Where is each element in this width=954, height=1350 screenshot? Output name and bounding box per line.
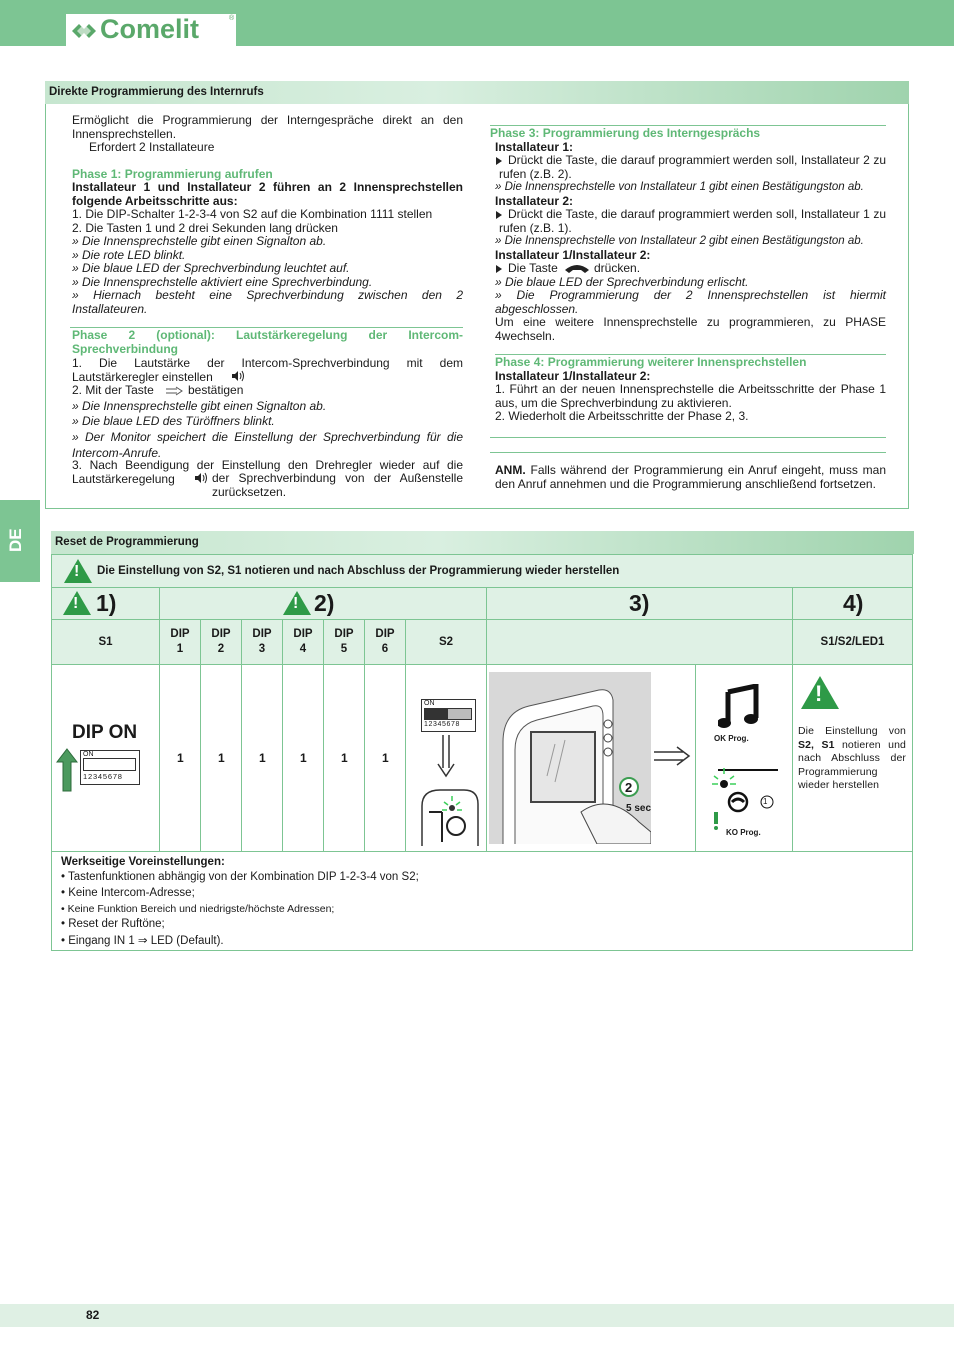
note-text: Falls während der Programmierung ein Anruf eingeht, muss man den Anruf annehmen und die Programmierung anschließend fortsetzen. <box>495 463 887 491</box>
dip-on-label: DIP ON <box>72 722 138 743</box>
arrow-up-icon <box>56 748 78 792</box>
header-dip: DIP 5 <box>323 619 365 665</box>
phase3-title: Phase 3: Programmierung des Interngesprächs <box>490 126 761 140</box>
installer2-step: Drückt die Taste, die darauf programmiert werden soll, Installateur 1 zu rufen (z.B. 1). <box>499 207 886 235</box>
key-arrow-icon <box>165 386 185 396</box>
phase1-step-1: 1. Die DIP-Schalter 1-2-3-4 von S2 auf die Kombination 1111 stellen <box>72 207 433 221</box>
volume-icon <box>231 370 245 382</box>
ko-prog-label: KO Prog. <box>726 828 761 837</box>
phase1-step-2: 2. Die Tasten 1 und 2 drei Sekunden lang drücken <box>72 221 338 235</box>
restore-note: Die Einstellung von S2, S1 notieren und nach Abschluss der Programmierung wieder herstellen <box>798 725 906 791</box>
language-tab-label: DE <box>6 528 25 552</box>
phase2-step-2a: 2. Mit der Taste <box>72 383 154 397</box>
phase1-note: » Die rote LED blinkt. <box>72 248 186 262</box>
warning-text: Die Einstellung von S2, S1 notieren und nach Abschluss der Programmierung wieder herstellen <box>97 565 620 577</box>
double-arrow-right-icon <box>653 745 691 767</box>
phone-handset-icon <box>563 262 591 275</box>
phase2-note: » Der Monitor speichert die Einstellung der Sprechverbindung für die Intercom-Anrufe. <box>72 430 463 460</box>
page-number: 82 <box>86 1308 100 1322</box>
phase2-note: » Die blaue LED des Türöffners blinkt. <box>72 414 275 428</box>
footer-bar <box>0 1304 954 1327</box>
divider <box>490 452 886 453</box>
step-number: 1) <box>96 590 117 616</box>
ko-indicator-icon <box>708 762 782 830</box>
phase2-step-2b: bestätigen <box>188 383 244 397</box>
installer12-note: » Die blaue LED der Sprechverbindung erlischt. <box>495 275 749 289</box>
default-item: • Reset der Ruftöne; <box>61 918 165 930</box>
installer12-text: Um eine weitere Innensprechstelle zu programmieren, zu PHASE 4wechseln. <box>495 315 886 343</box>
dip-switch-s1: ON 12345678 <box>80 750 140 785</box>
phase1-note: » Die Innensprechstelle aktiviert eine Sprechverbindung. <box>72 275 373 289</box>
phase4-step-2: 2. Wiederholt die Arbeitsschritte der Phase 2, 3. <box>495 409 749 423</box>
header-s1: S1 <box>51 619 160 665</box>
dip-value: 1 <box>300 751 307 765</box>
arrow-down-icon <box>436 734 456 778</box>
logo-text: Comelit <box>100 14 200 44</box>
monitor-button-detail-icon <box>420 782 482 846</box>
music-note-icon <box>718 684 760 730</box>
installer12-label: Installateur 1/Installateur 2: <box>495 248 651 262</box>
volume-icon <box>194 472 208 484</box>
step-number: 4) <box>843 590 864 616</box>
section-title: Reset de Programmierung <box>51 531 914 554</box>
registered-mark: ® <box>229 15 235 22</box>
installer2-label: Installateur 2: <box>495 194 574 208</box>
phase2-note: » Die Innensprechstelle gibt einen Signalton ab. <box>72 399 327 413</box>
installer12-note: » Die Programmierung der 2 Innensprechstellen ist hiermit abgeschlossen. <box>495 288 886 316</box>
ok-prog-label: OK Prog. <box>714 734 749 743</box>
header-dip: DIP 4 <box>282 619 324 665</box>
hold-duration: 5 sec <box>626 803 652 814</box>
defaults-title: Werkseitige Voreinstellungen: <box>61 856 225 868</box>
header-s1s2led: S1/S2/LED1 <box>792 619 913 665</box>
default-item: • Keine Funktion Bereich und niedrigste/höchste Adressen; <box>61 903 335 915</box>
bullet-arrow-icon <box>495 264 503 274</box>
phase2-step-3a: 3. Nach Beendigung der Einstellung den Drehregler wieder auf die Lautstärkeregelung <box>72 458 463 486</box>
step-number: 2) <box>314 590 335 616</box>
phase2-title: Phase 2 (optional): Lautstärkeregelung der Intercom-Sprechverbindung <box>72 328 463 356</box>
intro-requirement: Erfordert 2 Installateure <box>89 140 215 154</box>
header-dip: DIP 3 <box>241 619 283 665</box>
ko-number: 1 <box>763 797 768 806</box>
header-s2: S2 <box>405 619 487 665</box>
phase4-label: Installateur 1/Installateur 2: <box>495 369 651 383</box>
phase2-step-3b: der Sprechverbindung von der Außenstelle zurücksetzen. <box>212 471 463 499</box>
installer1-step: Drückt die Taste, die darauf programmiert werden soll, Installateur 2 zu rufen (z.B. 2). <box>499 153 886 181</box>
comelit-logo-icon <box>70 20 98 42</box>
dip-value: 1 <box>177 751 184 765</box>
phase2-step-1: 1. Die Lautstärke der Intercom-Sprechverbindung mit dem Lautstärkeregler einstellen <box>72 356 463 384</box>
default-item: • Eingang IN 1 ⇒ LED (Default). <box>61 935 224 947</box>
installer1-label: Installateur 1: <box>495 140 574 154</box>
phase4-title: Phase 4: Programmierung weiterer Innensprechstellen <box>495 355 807 369</box>
monitor-illustration-icon <box>489 672 651 844</box>
default-item: • Tastenfunktionen abhängig von der Kombination DIP 1-2-3-4 von S2; <box>61 871 419 883</box>
installer12-step-b: drücken. <box>594 261 641 275</box>
dip-value: 1 <box>382 751 389 765</box>
language-tab <box>0 500 40 582</box>
installer2-note: » Die Innensprechstelle von Installateur 2 gibt einen Bestätigungston ab. <box>495 235 864 247</box>
phase1-title: Phase 1: Programmierung aufrufen <box>72 167 273 181</box>
phase1-instruction: Installateur 1 und Installateur 2 führen an 2 Innensprechstellen folgende Arbeitsschritte aus: <box>72 180 463 208</box>
phase1-note: » Die Innensprechstelle gibt einen Signalton ab. <box>72 234 327 248</box>
dip-value: 1 <box>259 751 266 765</box>
section-title: Direkte Programmierung des Internrufs <box>45 81 909 104</box>
dip-switch-s2: ON 12345678 <box>421 699 476 732</box>
default-item: • Keine Intercom-Adresse; <box>61 887 195 899</box>
step-badge: 2 <box>625 780 633 795</box>
header-dip: DIP 6 <box>364 619 406 665</box>
step-number: 3) <box>629 590 650 616</box>
phase1-note: » Hiernach besteht eine Sprechverbindung zwischen den 2 Installateuren. <box>72 288 463 316</box>
intro-text: Ermöglicht die Programmierung der Interngespräche direkt an den Innensprechstellen. <box>72 113 463 141</box>
header-empty <box>486 619 793 665</box>
note-paragraph <box>495 464 886 491</box>
phase1-note: » Die blaue LED der Sprechverbindung leuchtet auf. <box>72 261 350 275</box>
note-label: ANM. <box>495 463 526 477</box>
dip-value: 1 <box>218 751 225 765</box>
header-dip: DIP 2 <box>200 619 242 665</box>
header-dip: DIP 1 <box>159 619 201 665</box>
installer1-note: » Die Innensprechstelle von Installateur 1 gibt einen Bestätigungston ab. <box>495 181 864 193</box>
divider <box>490 437 886 438</box>
phase4-step-1: 1. Führt an der neuen Innensprechstelle die Arbeitsschritte der Phase 1 aus, um die Sprechverbindung zu aktivieren. <box>495 382 886 410</box>
installer12-step-a: Die Taste <box>508 261 558 275</box>
dip-value: 1 <box>341 751 348 765</box>
